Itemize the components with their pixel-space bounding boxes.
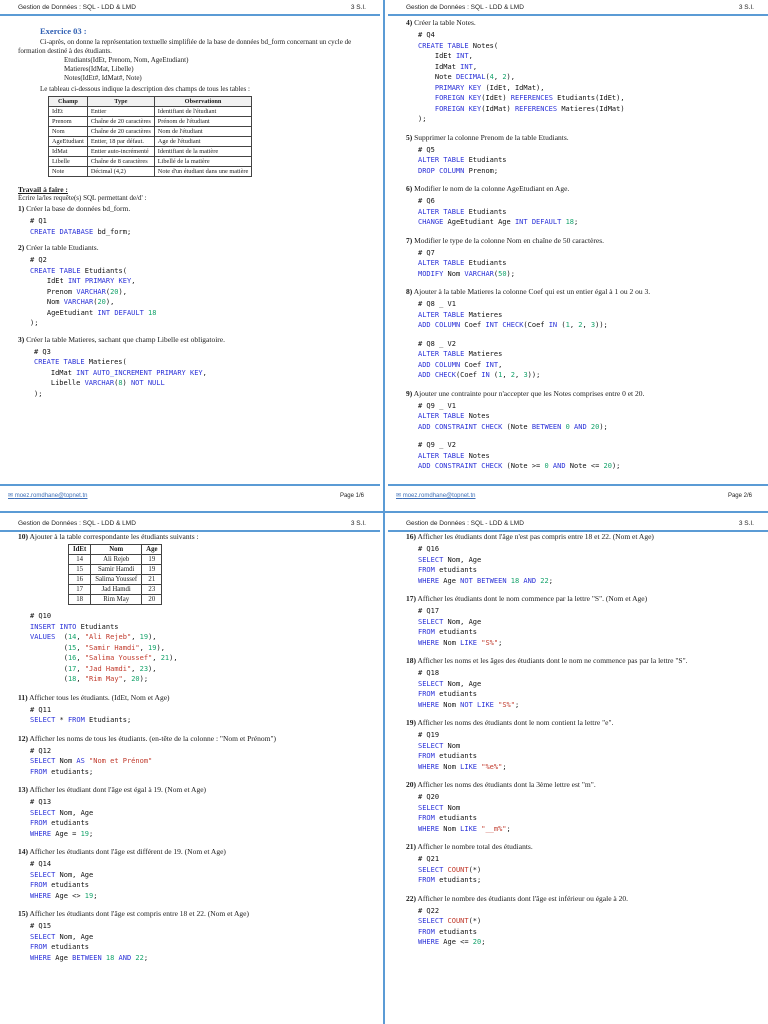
question-3: 3) Créer la table Matieres, sachant que champ Libelle est obligatoire. <box>18 334 226 344</box>
page-number: Page 2/6 <box>727 493 752 499</box>
author-email-link[interactable]: ✉ moez.romdhane@topnet.tn <box>396 486 476 506</box>
code-q7: # Q7 ALTER TABLE Etudiants MODIFY Nom VARCHAR(50); <box>418 248 515 278</box>
desc-cell: Entier <box>87 107 154 117</box>
students-cell: 19 <box>142 555 162 565</box>
students-cell: 20 <box>142 595 162 605</box>
page-header <box>18 518 366 530</box>
desc-row <box>49 107 252 117</box>
code-q8-v2: # Q8 _ V2 ALTER TABLE Matieres ADD COLUMN Coef INT, ADD CHECK(Coef IN (1, 2, 3)); <box>418 339 541 379</box>
code-q21: # Q21 SELECT COUNT(*) FROM etudiants; <box>418 855 482 884</box>
code-q9-v2: # Q9 _ V2 ALTER TABLE Notes ADD CONSTRAINT CHECK (Note >= 0 AND Note <= 20); <box>418 441 621 470</box>
desc-cell: Nom <box>49 127 88 137</box>
students-cell: 17 <box>69 585 91 595</box>
question-6: 6) Modifier le nom de la colonne AgeEtudiant en Age. <box>406 184 570 193</box>
intro-paragraph: Ci-après, on donne la représentation textuelle simplifiée de la base de données bd_form concernant un cycle de formation destiné à des étudiants. <box>18 38 352 55</box>
desc-cell: Prénom de l'étudiant <box>154 117 252 127</box>
code-q3: # Q3 CREATE TABLE Matieres( IdMat INT AUTO_INCREMENT PRIMARY KEY, Libelle VARCHAR(8) NOT NULL ); <box>34 347 207 398</box>
students-header-cell: IdEt <box>69 545 91 555</box>
code-q18: # Q18 SELECT Nom, Age FROM etudiants WHERE Nom NOT LIKE "S%"; <box>418 669 520 709</box>
page-number: Page 1/6 <box>339 493 364 499</box>
header-title: Gestion de Données : SQL - LDD & LMD <box>18 520 136 527</box>
question-12: 12) Afficher les noms de tous les étudiants. (en-tête de la colonne : "Nom et Prénom") <box>18 733 277 743</box>
students-row <box>69 585 162 595</box>
page-header <box>406 518 754 530</box>
travail-heading: Travail à faire : <box>18 185 68 194</box>
code-q8-v1: # Q8 _ V1 ALTER TABLE Matieres ADD COLUMN Coef INT CHECK(Coef IN (1, 2, 3)); <box>418 300 608 329</box>
header-title: Gestion de Données : SQL - LDD & LMD <box>406 4 524 11</box>
desc-cell: Chaîne de 20 caractères <box>87 117 154 127</box>
author-email-link[interactable]: ✉ moez.romdhane@topnet.tn <box>8 486 88 506</box>
desc-cell: Note <box>49 167 88 177</box>
page-1 <box>0 0 380 508</box>
desc-header-cell: Type <box>87 97 154 107</box>
desc-cell: Identifiant de l'étudiant <box>154 107 252 117</box>
header-class: 3 S.I. <box>350 4 366 11</box>
page-3 <box>0 516 380 1024</box>
desc-row <box>49 117 252 127</box>
code-q10: # Q10 INSERT INTO Etudiants VALUES (14, "Ali Rejeb", 19), (15, "Samir Hamdi", 19), (16, "Salima Youssef", 21), (17, "Jad Hamdi", 23), (18, "Rim May", 20); <box>30 612 178 683</box>
code-q19: # Q19 SELECT Nom FROM etudiants WHERE Nom LIKE "%e%"; <box>418 731 507 771</box>
desc-cell: Entier, 18 par défaut. <box>87 137 154 147</box>
desc-row <box>49 167 252 177</box>
question-14: 14) Afficher les étudiants dont l'âge est différent de 19. (Nom et Age) <box>18 847 226 856</box>
students-cell: Ali Rejeb <box>91 555 142 565</box>
desc-row <box>49 147 252 157</box>
students-row <box>69 555 162 565</box>
students-row <box>69 595 162 605</box>
code-q5: # Q5 ALTER TABLE Etudiants DROP COLUMN Prenom; <box>418 145 507 175</box>
desc-cell: Nom de l'étudiant <box>154 127 252 137</box>
header-class: 3 S.I. <box>738 4 754 11</box>
code-q20: # Q20 SELECT Nom FROM etudiants WHERE Nom LIKE "__m%"; <box>418 793 511 833</box>
schema-etudiants: Etudiants(IdEt, Prenom, Nom, AgeEtudiant) <box>64 56 189 64</box>
page-header <box>18 2 366 14</box>
page-2 <box>388 0 768 508</box>
code-q6: # Q6 ALTER TABLE Etudiants CHANGE AgeEtudiant Age INT DEFAULT 18; <box>418 197 579 226</box>
page-4 <box>388 516 768 1024</box>
question-8: 8) Ajouter à la table Matieres la colonne Coef qui est un entier égal à 1 ou 2 ou 3. <box>406 287 651 296</box>
question-2: 2) Créer la table Etudiants. <box>18 243 99 252</box>
question-18: 18) Afficher les noms et les âges des étudiants dont le nom ne commence pas par la lettre "S". <box>406 656 688 665</box>
page-footer <box>0 484 380 508</box>
students-cell: Jad Hamdi <box>91 585 142 595</box>
students-table <box>68 544 162 605</box>
students-cell: 19 <box>142 565 162 575</box>
code-q15: # Q15 SELECT Nom, Age FROM etudiants WHERE Age BETWEEN 18 AND 22; <box>30 922 149 962</box>
page-footer <box>388 484 768 508</box>
desc-row <box>49 127 252 137</box>
code-q2: # Q2 CREATE TABLE Etudiants( IdEt INT PRIMARY KEY, Prenom VARCHAR(20), Nom VARCHAR(20), AgeEtudiant INT DEFAULT 18 ); <box>30 256 157 327</box>
question-10: 10) Ajouter à la table correspondante les étudiants suivants : <box>18 532 199 541</box>
students-cell: Samir Hamdi <box>91 565 142 575</box>
code-q14: # Q14 SELECT Nom, Age FROM etudiants WHERE Age <> 19; <box>30 860 98 900</box>
exercise-title: Exercice 03 : <box>40 26 87 36</box>
code-q22: # Q22 SELECT COUNT(*) FROM etudiants WHERE Age <= 20; <box>418 906 486 946</box>
desc-cell: Décimal (4,2) <box>87 167 154 177</box>
students-cell: Salima Youssef <box>91 575 142 585</box>
students-cell: 16 <box>69 575 91 585</box>
page-separator-horizontal <box>0 511 768 513</box>
header-class: 3 S.I. <box>350 520 366 527</box>
question-16: 16) Afficher les étudiants dont l'âge n'est pas compris entre 18 et 22. (Nom et Age) <box>406 532 654 541</box>
code-q4: # Q4 CREATE TABLE Notes( IdEt INT, IdMat INT, Note DECIMAL(4, 2), PRIMARY KEY (IdEt, IdMat), FOREIGN KEY(IdEt) REFERENCES Etudiants(IdEt), FOREIGN KEY(IdMat) REFERENCES Matieres(IdMat) ); <box>418 31 625 123</box>
header-title: Gestion de Données : SQL - LDD & LMD <box>406 520 524 527</box>
code-q17: # Q17 SELECT Nom, Age FROM etudiants WHERE Nom LIKE "S%"; <box>418 607 503 647</box>
students-header-cell: Nom <box>91 545 142 555</box>
desc-cell: Entier auto-incrémenté <box>87 147 154 157</box>
desc-cell: Identifiant de la matière <box>154 147 252 157</box>
students-cell: 14 <box>69 555 91 565</box>
students-cell: 15 <box>69 565 91 575</box>
desc-row <box>49 157 252 167</box>
students-cell: 21 <box>142 575 162 585</box>
code-q13: # Q13 SELECT Nom, Age FROM etudiants WHERE Age = 19; <box>30 798 94 838</box>
desc-header-cell: Champ <box>49 97 88 107</box>
question-11: 11) Afficher tous les étudiants. (IdEt, Nom et Age) <box>18 692 170 702</box>
desc-cell: IdMat <box>49 147 88 157</box>
desc-header-cell: Observationn <box>154 97 252 107</box>
desc-cell: Chaîne de 8 caractères <box>87 157 154 167</box>
desc-cell: Prenom <box>49 117 88 127</box>
question-1: 1) Créer la base de données bd_form. <box>18 204 131 213</box>
code-q1: # Q1 CREATE DATABASE bd_form; <box>30 217 132 236</box>
question-13: 13) Afficher les étudiant dont l'âge est égal à 19. (Nom et Age) <box>18 785 207 794</box>
desc-cell: IdEt <box>49 107 88 117</box>
question-9: 9) Ajouter une contrainte pour n'accepter que les Notes comprises entre 0 et 20. <box>406 388 645 398</box>
question-21: 21) Afficher le nombre total des étudiants. <box>406 842 533 851</box>
question-15: 15) Afficher les étudiants dont l'âge est compris entre 18 et 22. (Nom et Age) <box>18 909 249 918</box>
students-row <box>69 565 162 575</box>
students-cell: 18 <box>69 595 91 605</box>
page-header <box>406 2 754 14</box>
students-header-cell: Age <box>142 545 162 555</box>
schema-matieres: Matieres(IdMat, Libelle) <box>64 65 134 73</box>
question-5: 5) Supprimer la colonne Prenom de la table Etudiants. <box>406 132 569 142</box>
question-20: 20) Afficher les noms des étudiants dont la 3ème lettre est "m". <box>406 780 596 789</box>
fields-description-table <box>48 96 252 177</box>
code-q9-v1: # Q9 _ V1 ALTER TABLE Notes ADD CONSTRAINT CHECK (Note BETWEEN 0 AND 20); <box>418 401 608 431</box>
question-22: 22) Afficher le nombre des étudiants dont l'âge est inférieur ou égale à 20. <box>406 893 628 903</box>
question-4: 4) Créer la table Notes. <box>406 18 476 27</box>
desc-cell: Note d'un étudiant dans une matière <box>154 167 252 177</box>
desc-cell: AgeEtudiant <box>49 137 88 147</box>
students-cell: 23 <box>142 585 162 595</box>
table-intro: Le tableau ci-dessous indique la description des champs de tous les tables : <box>40 85 250 93</box>
schema-notes: Notes(IdEt#, IdMat#, Note) <box>64 74 142 82</box>
header-title: Gestion de Données : SQL - LDD & LMD <box>18 4 136 11</box>
question-19: 19) Afficher les noms des étudiants dont le nom contient la lettre "e". <box>406 718 614 727</box>
question-7: 7) Modifier le type de la colonne Nom en chaîne de 50 caractères. <box>406 235 605 245</box>
desc-cell: Libelle <box>49 157 88 167</box>
desc-row <box>49 137 252 147</box>
desc-cell: Age de l'étudiant <box>154 137 252 147</box>
question-17: 17) Afficher les étudiants dont le nom commence par la lettre "S". (Nom et Age) <box>406 594 648 603</box>
students-row <box>69 575 162 585</box>
header-class: 3 S.I. <box>738 520 754 527</box>
code-q11: # Q11 SELECT * FROM Etudiants; <box>30 705 132 724</box>
code-q12: # Q12 SELECT Nom AS "Nom et Prénom" FROM etudiants; <box>30 746 153 776</box>
instructions: Écrire la/les requête(s) SQL permettant de/d' : <box>18 194 147 202</box>
students-cell: Rim May <box>91 595 142 605</box>
desc-cell: Libellé de la matière <box>154 157 252 167</box>
desc-cell: Chaîne de 20 caractères <box>87 127 154 137</box>
code-q16: # Q16 SELECT Nom, Age FROM etudiants WHERE Age NOT BETWEEN 18 AND 22; <box>418 545 553 585</box>
